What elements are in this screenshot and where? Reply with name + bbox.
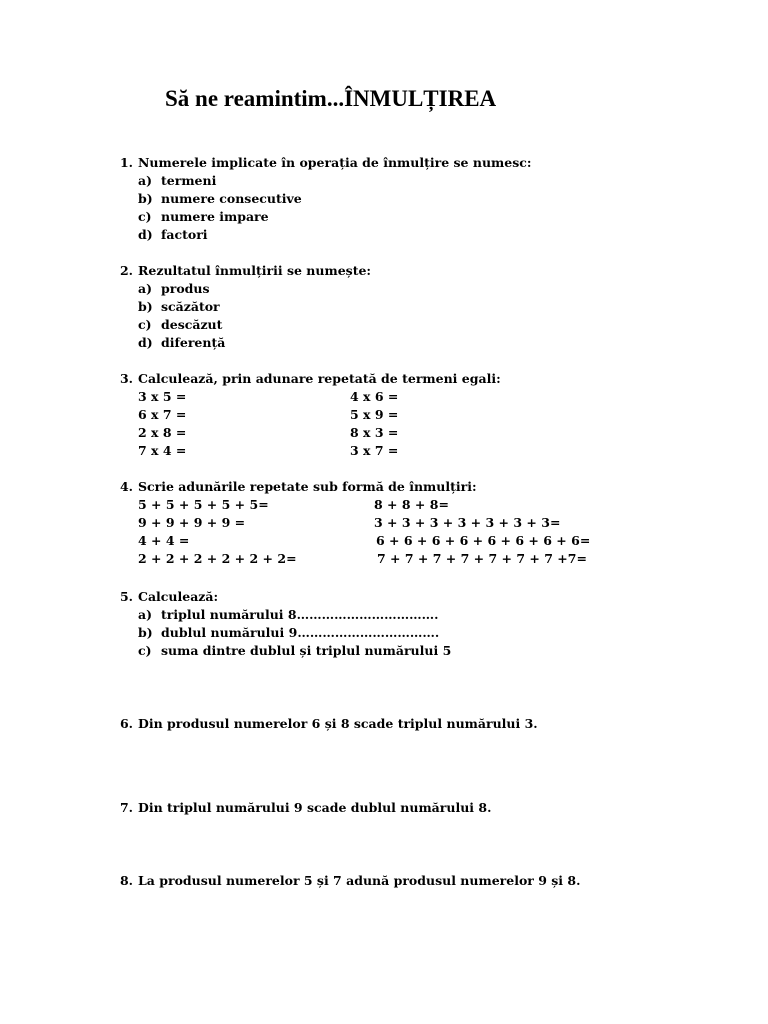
option-letter: d) <box>138 335 153 350</box>
option-letter: d) <box>138 227 153 242</box>
exercise-right: 5 x 9 = <box>350 407 399 422</box>
option-text: scăzător <box>161 299 220 314</box>
option-letter: c) <box>138 317 152 332</box>
exercise-left: 2 x 8 = <box>138 425 187 440</box>
option-letter: b) <box>138 299 153 314</box>
option-text: numere consecutive <box>161 191 302 206</box>
page-title: Să ne reamintim...ÎNMULȚIREA <box>165 86 497 111</box>
option-text: suma dintre dublul și triplul numărului 5 <box>161 643 452 658</box>
exercise-right: 7 + 7 + 7 + 7 + 7 + 7 + 7 +7= <box>377 551 587 566</box>
option-letter: a) <box>138 281 153 296</box>
option-text: factori <box>161 227 208 242</box>
question-text: Rezultatul înmulțirii se numește: <box>138 263 372 278</box>
question-text: Din triplul numărului 9 scade dublul numărului 8. <box>138 800 492 815</box>
question-number: 6. <box>119 716 133 731</box>
question-number: 7. <box>119 800 133 815</box>
question-text: Calculează, prin adunare repetată de termeni egali: <box>138 371 501 386</box>
option-text: descăzut <box>161 317 223 332</box>
question-number: 5. <box>119 589 133 604</box>
question-text: Din produsul numerelor 6 și 8 scade triplul numărului 3. <box>138 716 538 731</box>
option-letter: c) <box>138 643 152 658</box>
exercise-left: 5 + 5 + 5 + 5 + 5= <box>138 497 269 512</box>
exercise-right: 6 + 6 + 6 + 6 + 6 + 6 + 6 + 6= <box>376 533 591 548</box>
exercise-right: 4 x 6 = <box>350 389 399 404</box>
option-text: termeni <box>161 173 217 188</box>
exercise-left: 2 + 2 + 2 + 2 + 2 + 2= <box>138 551 297 566</box>
question-number: 3. <box>119 371 133 386</box>
option-letter: a) <box>138 607 153 622</box>
exercise-left: 9 + 9 + 9 + 9 = <box>138 515 246 530</box>
question-text: Scrie adunările repetate sub formă de înmulțiri: <box>138 479 477 494</box>
question-number: 4. <box>119 479 133 494</box>
question-number: 2. <box>119 263 133 278</box>
question-number: 8. <box>119 873 133 888</box>
option-letter: b) <box>138 191 153 206</box>
question-text: Numerele implicate în operația de înmulțire se numesc: <box>138 155 532 170</box>
option-text: diferență <box>161 335 226 350</box>
question-number: 1. <box>119 155 133 170</box>
option-letter: c) <box>138 209 152 224</box>
question-text: La produsul numerelor 5 și 7 adună produsul numerelor 9 și 8. <box>138 873 581 888</box>
exercise-right: 3 x 7 = <box>350 443 399 458</box>
option-text: dublul numărului 9……………………………. <box>161 625 440 640</box>
option-letter: a) <box>138 173 153 188</box>
question-text: Calculează: <box>138 589 219 604</box>
option-text: produs <box>161 281 210 296</box>
option-text: numere impare <box>161 209 269 224</box>
exercise-right: 8 + 8 + 8= <box>374 497 449 512</box>
exercise-right: 3 + 3 + 3 + 3 + 3 + 3 + 3= <box>374 515 561 530</box>
option-letter: b) <box>138 625 153 640</box>
exercise-right: 8 x 3 = <box>350 425 399 440</box>
option-text: triplul numărului 8……………………………. <box>161 607 439 622</box>
exercise-left: 6 x 7 = <box>138 407 187 422</box>
exercise-left: 3 x 5 = <box>138 389 187 404</box>
exercise-left: 4 + 4 = <box>138 533 190 548</box>
exercise-left: 7 x 4 = <box>138 443 187 458</box>
